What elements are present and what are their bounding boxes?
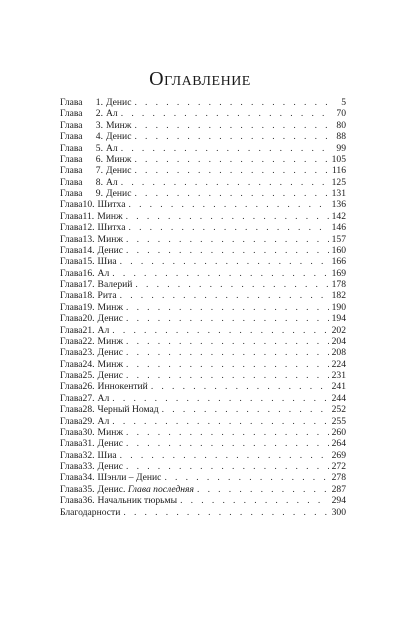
chapter-name-text: Иннокентий [97, 381, 148, 393]
dot-leader [128, 199, 328, 210]
chapter-name [98, 222, 126, 233]
page-number: 252 [331, 404, 346, 416]
toc-entry-label [60, 336, 123, 347]
chapter-word: Глава [60, 313, 83, 325]
toc-entry-label [60, 177, 118, 188]
chapter-word: Глава [60, 199, 83, 211]
dot-leader [120, 290, 329, 301]
toc-entry [60, 120, 346, 131]
chapter-name-text: Минж [97, 358, 123, 370]
toc-entry-label [60, 438, 123, 449]
chapter-word: Глава [60, 267, 83, 279]
dot-leader [112, 416, 328, 427]
toc-entry-label [60, 222, 125, 233]
chapter-number: 15. [82, 256, 95, 268]
chapter-number: 13. [82, 233, 95, 245]
dot-leader [126, 336, 329, 347]
chapter-word: Глава [60, 381, 83, 393]
page-number: 204 [331, 335, 346, 347]
chapter-name-text: Денис [97, 438, 123, 450]
toc-entry-label [60, 416, 109, 427]
page-number: 99 [336, 142, 346, 154]
chapter-number: 23. [82, 347, 95, 359]
page-number: 136 [331, 199, 346, 211]
chapter-word: Глава [60, 108, 83, 120]
toc-entry-label [60, 234, 123, 245]
chapter-number: 10. [82, 199, 95, 211]
chapter-word: Глава [60, 233, 83, 245]
dot-leader [120, 450, 329, 461]
chapter-number: 5. [95, 142, 103, 154]
page-number: 105 [331, 153, 346, 165]
chapter-word: Глава [60, 290, 83, 302]
chapter-number: 1. [95, 97, 103, 108]
chapter-name-text: Ал [97, 324, 110, 336]
chapter-number: 34. [82, 472, 95, 484]
dot-leader [120, 256, 329, 267]
chapter-name-text: Начальник тюрьмы [97, 495, 178, 507]
toc-entry [60, 450, 346, 461]
chapter-name [106, 131, 131, 142]
toc-entry [60, 177, 346, 188]
toc-entry-label [60, 154, 131, 165]
page-number: 169 [331, 267, 346, 279]
page-number: 125 [331, 176, 346, 188]
chapter-word: Глава [60, 404, 83, 416]
toc-entry [60, 211, 346, 222]
chapter-number: 2. [95, 108, 103, 120]
chapter-word: Глава [60, 222, 83, 234]
toc-entry [60, 325, 346, 336]
toc-entry [60, 131, 346, 142]
toc-entry-acknowledgements [60, 507, 346, 518]
page-number: 264 [331, 438, 346, 450]
chapter-name [106, 120, 131, 131]
page-number: 287 [331, 483, 346, 495]
acknowledgements-label: Благодарности [60, 506, 121, 518]
page-number: 194 [331, 313, 346, 325]
chapter-name-text: Шитха [97, 199, 126, 211]
chapter-word: Глава [60, 461, 83, 472]
chapter-name-text: Шитха [97, 222, 126, 234]
chapter-name [106, 143, 118, 154]
chapter-name [98, 484, 194, 495]
chapter-number: 21. [82, 324, 95, 336]
chapter-number: 12. [82, 222, 95, 234]
toc-entry [60, 188, 346, 199]
toc-entry [60, 313, 346, 324]
chapter-number: 35. [82, 483, 95, 495]
dot-leader [134, 97, 329, 108]
chapter-name [98, 313, 123, 324]
chapter-number: 30. [82, 426, 95, 438]
toc-entry [60, 472, 346, 483]
toc-entry [60, 302, 346, 313]
dot-leader [126, 359, 329, 370]
chapter-name-text: Денис [97, 461, 123, 472]
chapter-name [98, 199, 126, 210]
chapter-word: Глава [60, 449, 83, 461]
chapter-number: 33. [82, 461, 95, 472]
chapter-name [106, 165, 131, 176]
chapter-name [98, 416, 110, 427]
toc-entry-label [60, 165, 131, 176]
chapter-number: 19. [82, 301, 95, 313]
toc-entry [60, 359, 346, 370]
toc-entry-label [60, 404, 159, 415]
dot-leader [126, 211, 329, 222]
dot-leader [112, 268, 328, 279]
chapter-number: 17. [82, 279, 95, 290]
chapter-word: Глава [60, 472, 83, 484]
toc-entry-label [60, 302, 123, 313]
chapter-word: Глава [60, 131, 83, 143]
page-number: 231 [331, 370, 346, 381]
chapter-name-text: Шиа [97, 449, 117, 461]
chapter-name [98, 336, 123, 347]
chapter-name-text: Минж [97, 426, 123, 438]
chapter-word: Глава [60, 483, 83, 495]
toc-entry [60, 165, 346, 176]
chapter-number: 18. [82, 290, 95, 302]
toc-entry [60, 370, 346, 381]
chapter-name [98, 495, 178, 506]
dot-leader [134, 120, 329, 131]
chapter-number: 9. [95, 188, 103, 199]
toc-entry-label [60, 450, 117, 461]
chapter-name [98, 438, 123, 449]
toc-entry [60, 199, 346, 210]
toc-title: Оглавление [149, 68, 251, 90]
chapter-name [98, 461, 123, 472]
toc-entry [60, 256, 346, 267]
page-number: 269 [331, 449, 346, 461]
chapter-word: Глава [60, 426, 83, 438]
chapter-word: Глава [60, 324, 83, 336]
chapter-word: Глава [60, 210, 83, 222]
chapter-name [98, 472, 162, 483]
dot-leader [121, 143, 329, 154]
page-number: 255 [331, 415, 346, 427]
page-number: 224 [331, 358, 346, 370]
dot-leader [112, 393, 328, 404]
toc-entry [60, 290, 346, 301]
dot-leader [126, 427, 329, 438]
toc-entry-label [60, 381, 148, 392]
toc-entry [60, 393, 346, 404]
chapter-name [98, 393, 110, 404]
chapter-name [98, 268, 110, 279]
toc-entry [60, 484, 346, 495]
chapter-name [98, 381, 148, 392]
chapter-number: 14. [82, 244, 95, 256]
dot-leader [135, 279, 328, 290]
page-number: 142 [331, 210, 346, 222]
page-number: 116 [331, 165, 346, 177]
toc-entry-label [60, 484, 194, 495]
page-number: 190 [331, 301, 346, 313]
chapter-name-text: Шэнли – Денис [97, 472, 162, 484]
chapter-name-text: Рита [97, 290, 117, 302]
page-number: 166 [331, 256, 346, 268]
dot-leader [162, 404, 329, 415]
page-number: 300 [331, 506, 346, 518]
toc-entry-label [60, 370, 123, 381]
chapter-word: Глава [60, 256, 83, 268]
toc-entry-label [60, 325, 109, 336]
chapter-word: Глава [60, 279, 83, 290]
chapter-name [98, 427, 123, 438]
chapter-name-text: Денис [97, 313, 123, 325]
toc-entry-label [60, 188, 131, 199]
page-number: 294 [331, 495, 346, 507]
toc-entry-label [60, 120, 131, 131]
chapter-name-text: Денис [106, 97, 132, 108]
chapter-name-text: Ал [97, 392, 110, 404]
chapter-name [98, 279, 133, 290]
page-number: 160 [331, 244, 346, 256]
chapter-word: Глава [60, 165, 83, 177]
toc-entry-label [60, 427, 123, 438]
chapter-name-text: Минж [106, 153, 132, 165]
toc-entry [60, 495, 346, 506]
toc-entry-label [60, 245, 123, 256]
dot-leader [134, 188, 328, 199]
chapter-name [106, 108, 118, 119]
chapter-number: 20. [82, 313, 95, 325]
dot-leader [126, 234, 329, 245]
toc-entry [60, 108, 346, 119]
chapter-number: 7. [95, 165, 103, 177]
chapter-name-text: Ал [97, 415, 110, 427]
toc-entry [60, 381, 346, 392]
toc-entry [60, 347, 346, 358]
chapter-name [106, 188, 131, 199]
toc-entry-label [60, 256, 117, 267]
dot-leader [126, 370, 329, 381]
chapter-name [98, 404, 159, 415]
chapter-name-text: Денис [106, 165, 132, 177]
page-number: 202 [331, 324, 346, 336]
chapter-word: Глава [60, 370, 83, 381]
page-number: 272 [331, 461, 346, 472]
dot-leader [164, 472, 328, 483]
chapter-number: 29. [82, 415, 95, 427]
toc-entry [60, 154, 346, 165]
dot-leader [126, 461, 329, 472]
toc-entry [60, 234, 346, 245]
chapter-name [106, 97, 131, 108]
toc-entry-label [60, 211, 123, 222]
chapter-number: 24. [82, 358, 95, 370]
chapter-number: 22. [82, 335, 95, 347]
toc-entry [60, 404, 346, 415]
chapter-word: Глава [60, 153, 83, 165]
chapter-name-text: Минж [97, 301, 123, 313]
toc-entry-label [60, 131, 131, 142]
chapter-name-text: Минж [97, 233, 123, 245]
chapter-word: Глава [60, 438, 83, 450]
toc-entry-label [60, 268, 109, 279]
toc-entry-label [60, 461, 123, 472]
chapter-word: Глава [60, 188, 83, 199]
page-number: 157 [331, 233, 346, 245]
toc-entry [60, 222, 346, 233]
dot-leader [112, 325, 328, 336]
dot-leader [134, 131, 329, 142]
chapter-name [98, 370, 123, 381]
chapter-name-italic: Глава последняя [127, 483, 194, 495]
chapter-number: 16. [82, 267, 95, 279]
chapter-word: Глава [60, 347, 83, 359]
chapter-number: 6. [95, 153, 103, 165]
page-number: 146 [331, 222, 346, 234]
dot-leader [134, 165, 329, 176]
page-number: 260 [331, 426, 346, 438]
chapter-word: Глава [60, 301, 83, 313]
chapter-name [106, 177, 118, 188]
chapter-word: Глава [60, 392, 83, 404]
dot-leader [121, 177, 329, 188]
chapter-number: 31. [82, 438, 95, 450]
chapter-name-text: Шиа [97, 256, 117, 268]
chapter-name [97, 211, 122, 222]
dot-leader [197, 484, 329, 495]
chapter-number: 26. [82, 381, 95, 393]
toc-entry [60, 143, 346, 154]
chapter-word: Глава [60, 335, 83, 347]
chapter-name-text: Ал [97, 267, 110, 279]
dot-leader [151, 381, 329, 392]
table-of-contents [60, 97, 346, 518]
toc-entry-label [60, 108, 118, 119]
chapter-name-text: Черный Номад [97, 404, 159, 416]
chapter-number: 28. [82, 404, 95, 416]
toc-entry-label [60, 347, 123, 358]
chapter-number: 36. [82, 495, 95, 507]
chapter-number: 25. [82, 370, 95, 381]
toc-entry [60, 279, 346, 290]
chapter-name-text: Ал [106, 108, 118, 120]
chapter-number: 8. [95, 176, 103, 188]
chapter-name-text: Минж [106, 119, 132, 131]
chapter-word: Глава [60, 142, 83, 154]
chapter-name-text: Денис. [97, 483, 126, 495]
dot-leader [134, 154, 328, 165]
chapter-name [98, 256, 117, 267]
chapter-name-text: Ал [106, 142, 118, 154]
page-number: 244 [331, 392, 346, 404]
chapter-name [98, 290, 117, 301]
toc-entry-label [60, 97, 131, 108]
chapter-number: 27. [82, 392, 95, 404]
toc-entry-label [60, 393, 109, 404]
chapter-word: Глава [60, 358, 83, 370]
dot-leader [126, 438, 329, 449]
page-number: 5 [341, 97, 346, 108]
toc-entry-label [60, 199, 125, 210]
chapter-name-text: Денис [97, 347, 123, 359]
chapter-number: 4. [95, 131, 103, 143]
chapter-name-text: Минж [97, 210, 123, 222]
page-number: 278 [331, 472, 346, 484]
page-number: 208 [331, 347, 346, 359]
chapter-word: Глава [60, 97, 83, 108]
chapter-name-text: Денис [106, 188, 132, 199]
chapter-name [106, 154, 131, 165]
chapter-number: 32. [82, 449, 95, 461]
chapter-name [98, 302, 123, 313]
chapter-word: Глава [60, 119, 83, 131]
toc-entry [60, 97, 346, 108]
chapter-number: 3. [95, 119, 103, 131]
page-number: 88 [336, 131, 346, 143]
page-number: 182 [331, 290, 346, 302]
chapter-name [98, 245, 123, 256]
chapter-name-text: Валерий [97, 279, 133, 290]
toc-entry-label [60, 290, 117, 301]
dot-leader [126, 347, 329, 358]
toc-entry-label [60, 143, 118, 154]
toc-entry-label [60, 313, 123, 324]
page-number: 241 [331, 381, 346, 393]
chapter-word: Глава [60, 244, 83, 256]
toc-entry [60, 268, 346, 279]
dot-leader [126, 313, 329, 324]
chapter-number: 11. [82, 210, 95, 222]
chapter-name-text: Денис [97, 244, 123, 256]
page-number: 131 [331, 188, 346, 199]
page-number: 80 [336, 119, 346, 131]
chapter-word: Глава [60, 415, 83, 427]
toc-entry [60, 427, 346, 438]
toc-entry-label [60, 472, 161, 483]
dot-leader [126, 302, 329, 313]
chapter-name [98, 347, 123, 358]
chapter-name [98, 450, 117, 461]
chapter-name [98, 234, 123, 245]
page-number: 70 [336, 108, 346, 120]
toc-entry [60, 245, 346, 256]
chapter-word: Глава [60, 176, 83, 188]
dot-leader [126, 245, 329, 256]
chapter-name-text: Ал [106, 176, 118, 188]
chapter-name-text: Денис [106, 131, 132, 143]
toc-entry-label [60, 359, 123, 370]
dot-leader [180, 495, 329, 506]
toc-entry [60, 438, 346, 449]
toc-entry-label [60, 279, 132, 290]
chapter-word: Глава [60, 495, 83, 507]
toc-entry [60, 336, 346, 347]
toc-entry-label [60, 495, 177, 506]
toc-entry [60, 416, 346, 427]
chapter-name-text: Минж [97, 335, 123, 347]
dot-leader [128, 222, 328, 233]
dot-leader [123, 507, 328, 518]
toc-entry [60, 461, 346, 472]
chapter-name-text: Денис [97, 370, 123, 381]
chapter-name [98, 325, 110, 336]
chapter-name [98, 359, 123, 370]
page-number: 178 [331, 279, 346, 290]
dot-leader [121, 108, 329, 119]
